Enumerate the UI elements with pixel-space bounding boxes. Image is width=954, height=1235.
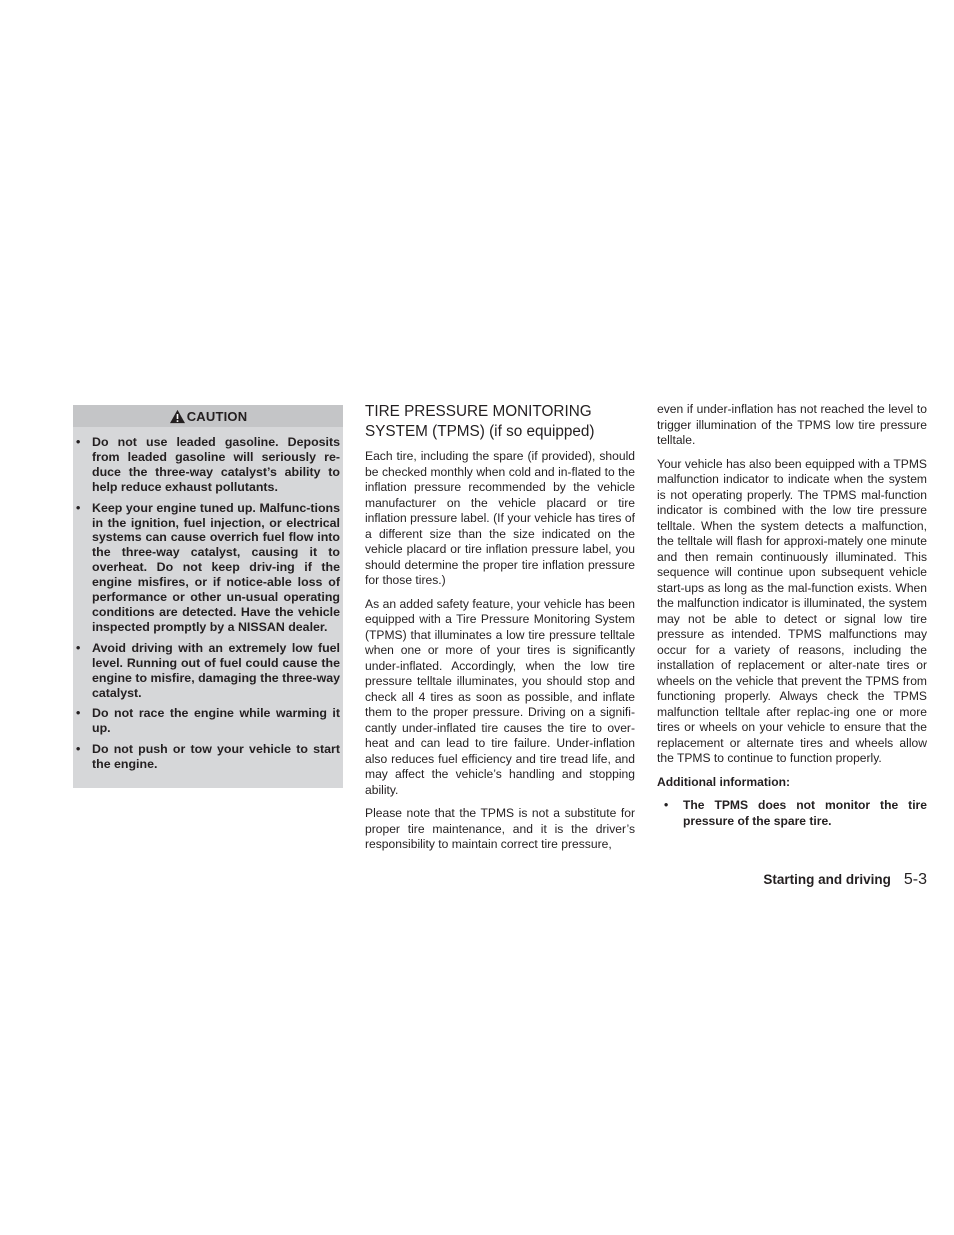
paragraph: As an added safety feature, your vehicle has been equipped with a Tire Pressure Monitoring System (TPMS) that illuminates a low tire pressure telltale when one or more of your tires is significantly under-inflated. Accordingly, when the low tire pressure telltale illuminates, you should stop and check all 4 tires as soon as possible, and inflate them to the proper pressure. Driving on a signifi-cantly under-inflated tire causes the tire to over-heat and can lead to tire failure. Under-inflation also reduces fuel efficiency and tire tread life, and may affect the vehicle’s handling and stopping ability. [365, 596, 635, 797]
paragraph: Please note that the TPMS is not a substitute for proper tire maintenance, and it is the driver’s responsibility to maintain correct tire pressure, [365, 806, 635, 851]
right-column [657, 402, 927, 829]
section-title-sub: (if so equipped) [489, 423, 595, 440]
caution-item-text: Do not race the engine while warming it up. [92, 706, 340, 736]
caution-item: • Do not push or tow your vehicle to start the engine. [76, 742, 340, 772]
info-item-text: The TPMS does not monitor the tire pressure of the spare tire. [683, 798, 927, 828]
info-list [657, 798, 927, 829]
additional-info-heading: Additional information: [657, 774, 791, 789]
info-item: • The TPMS does not monitor the tire pressure of the spare tire. [664, 798, 927, 828]
caution-item-text: Keep your engine tuned up. Malfunc-tions in the ignition, fuel injection, or electrical systems can cause overrich fuel flow into the three-way catalyst, causing it to overheat. Do not keep driv-ing if the engine misfires, or if notice-able loss of performance or other un-usual operating conditions are detected. Have the vehicle inspected promptly by a NISSAN dealer. [92, 500, 340, 634]
caution-item: • Keep your engine tuned up. Malfunc-tions in the ignition, fuel injection, or electrical systems can cause overrich fuel flow into the three-way catalyst, causing it to overheat. Do not keep driv-ing if the engine misfires, or if notice-able loss of performance or other un-usual operating conditions are detected. Have the vehicle inspected promptly by a NISSAN dealer. [76, 500, 340, 634]
page-footer [763, 871, 927, 889]
caution-title: CAUTION [186, 408, 248, 424]
caution-item: • Do not use leaded gasoline. Deposits from leaded gasoline will seriously re-duce the three-way catalyst’s ability to help reduce exhaust pollutants. [76, 435, 340, 494]
caution-item-text: Do not use leaded gasoline. Deposits from leaded gasoline will seriously re-duce the three-way catalyst’s ability to help reduce exhaust pollutants. [92, 435, 340, 494]
warning-triangle-icon [169, 409, 186, 424]
caution-item-text: Avoid driving with an extremely low fuel level. Running out of fuel could cause the engine to misfire, damaging the three-way catalyst. [92, 640, 340, 700]
caution-item: • Avoid driving with an extremely low fuel level. Running out of fuel could cause the engine to misfire, damaging the three-way catalyst. [76, 640, 340, 700]
footer-section: Starting and driving [763, 872, 891, 887]
paragraph: Your vehicle has also been equipped with a TPMS malfunction indicator to indicate when the system is not operating properly. The TPMS mal-function indicator is combined with the low tire pressure telltale. When the system detects a malfunction, the telltale will flash for approxi-mately one minute and then remain continuously illuminated. This sequence will continue upon subsequent vehicle start-ups as long as the mal-function exists. When the malfunction indicator is illuminated, the system may not be able to detect or signal low tire pressure as intended. TPMS malfunctions may occur for a variety of reasons, including the installation of replacement or alter-nate tires or wheels on the vehicle that prevent the TPMS from functioning properly. Always check the TPMS malfunction telltale after replac-ing one or more tires or wheels on your vehicle to ensure that the replacement or alternate tires and wheels allow the TPMS to continue to function properly. [657, 456, 927, 765]
middle-column [365, 402, 635, 861]
paragraph: even if under-inflation has not reached the level to trigger illumination of the TPMS low tire pressure telltale. [657, 402, 927, 447]
page-number: 5-3 [903, 871, 927, 888]
caution-header [73, 405, 343, 427]
caution-item: • Do not race the engine while warming it up. [76, 706, 340, 736]
caution-box [73, 405, 343, 788]
caution-list [73, 435, 343, 772]
caution-item-text: Do not push or tow your vehicle to start the engine. [92, 742, 340, 772]
section-title [365, 402, 635, 442]
paragraph: Each tire, including the spare (if provided), should be checked monthly when cold and in-flated to the inflation pressure recommended by the vehicle manufacturer on the vehicle placard or tire inflation pressure label. (If your vehicle has tires of a different size than the size indicated on the vehicle placard or tire inflation pressure label, you should determine the proper tire inflation pressure for those tires.) [365, 449, 635, 587]
section-title-main: TIRE PRESSURE MONITORING SYSTEM (TPMS) [365, 403, 592, 440]
